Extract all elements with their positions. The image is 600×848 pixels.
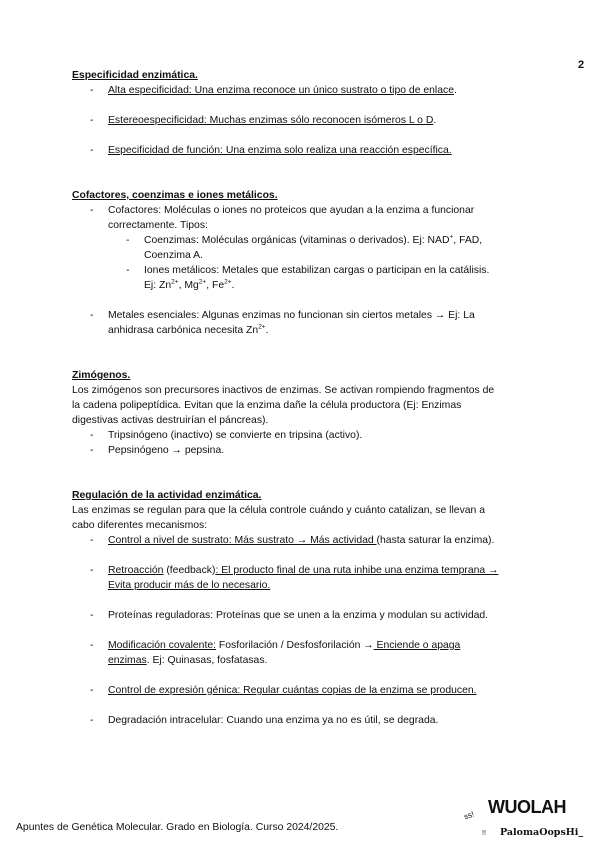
brand-logo[interactable]: WUOLAH xyxy=(488,797,566,817)
list-item: - Metales esenciales: Algunas enzimas no funcionan sin ciertos metales → Ej: La anhidrasa carbónica necesita $Zn^{2+}$. xyxy=(90,310,475,336)
paragraph-regulacion: Las enzimas se regulan para que la célula controle cuándo y cuánto catalizan, se llevan a cabo diferentes mecanismos: xyxy=(72,505,485,531)
sub-list-item: - Iones metálicos: Metales que estabilizan cargas o participan en la catálisis. Ej: $Zn^{2+}$, $Mg^{2+}$, $Fe^{2+}$. xyxy=(126,265,490,291)
list-item: - Especificidad de función: Una enzima solo realiza una reacción específica. xyxy=(90,145,452,156)
section-heading-zimogenos: Zimógenos. xyxy=(72,370,131,381)
footer-text: Apuntes de Genética Molecular. Grado en Biología. Curso 2024/2025. xyxy=(16,822,339,833)
list-item: - Retroacción (feedback): El producto final de una ruta inhibe una enzima temprana → Evita producir más de lo necesario. xyxy=(90,565,499,591)
list-zimogenos xyxy=(72,428,542,458)
sub-list-item: - Coenzimas: Moléculas orgánicas (vitaminas o derivados). Ej: NAD+, FAD, Coenzima A. xyxy=(126,233,483,261)
scribble-mark: !! xyxy=(482,830,486,837)
list-item: - Degradación intracelular: Cuando una enzima ya no es útil, se degrada. xyxy=(90,715,439,726)
page-content xyxy=(72,68,542,728)
paragraph-zimogenos: Los zimógenos son precursores inactivos de enzimas. Se activan rompiendo fragmentos de la cadena polipeptídica. Evitan que la enzima dañe la célula productora (Ej: Enzimas digestivas activas destruirían el páncreas). xyxy=(72,385,495,426)
section-heading-especificidad: Especificidad enzimática. xyxy=(72,70,198,81)
list-item: - Tripsinógeno (inactivo) se convierte en tripsina (activo). xyxy=(90,430,363,441)
section-heading-regulacion: Regulación de la actividad enzimática. xyxy=(72,490,262,501)
list-item: - Modificación covalente: Fosforilación / Desfosforilación → Enciende o apaga enzimas. Ej: Quinasas, fosfatasas. xyxy=(90,640,461,666)
author-name: PalomaOopsHi_ xyxy=(500,827,584,838)
page-number: 2 xyxy=(578,59,585,71)
list-especificidad xyxy=(72,83,542,158)
list-item: - Alta especificidad: Una enzima reconoce un único sustrato o tipo de enlace. xyxy=(90,85,457,96)
scribble-mark: ss! xyxy=(462,809,476,822)
list-cofactores xyxy=(72,203,542,338)
list-item: - Estereoespecificidad: Muchas enzimas sólo reconocen isómeros L o D. xyxy=(90,115,437,126)
list-item: - Cofactores: Moléculas o iones no proteicos que ayudan a la enzima a funcionar correctamente. Tipos: xyxy=(90,205,475,231)
list-item: - Control de expresión génica: Regular cuántas copias de la enzima se producen. xyxy=(90,685,477,696)
list-item: - Proteínas reguladoras: Proteínas que se unen a la enzima y modulan su actividad. xyxy=(90,610,489,621)
list-regulacion xyxy=(72,533,542,728)
section-heading-cofactores: Cofactores, coenzimas e iones metálicos. xyxy=(72,190,278,201)
list-item: - Pepsinógeno → pepsina. xyxy=(90,445,225,456)
list-item: - Control a nivel de sustrato: Más sustrato → Más actividad (hasta saturar la enzima). xyxy=(90,535,495,546)
